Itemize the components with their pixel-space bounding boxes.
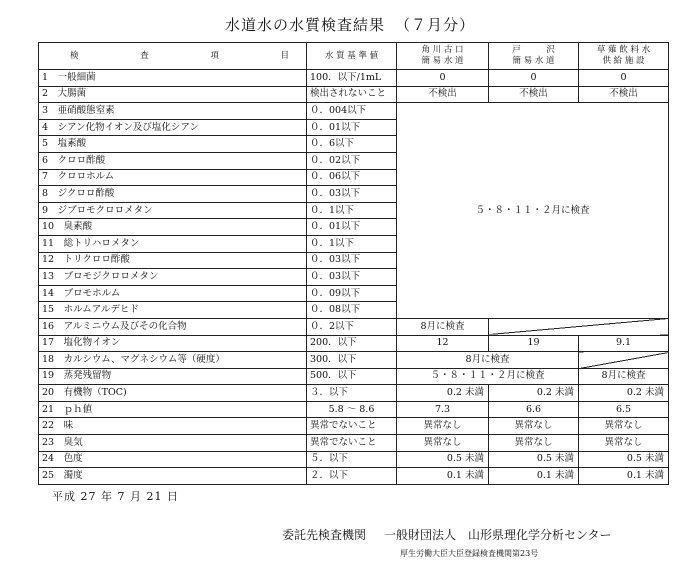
item-cell xyxy=(39,269,307,286)
item-cell xyxy=(39,335,307,352)
item-cell xyxy=(39,285,307,302)
value-cell: 異常なし xyxy=(579,435,669,452)
item-name: シアン化物イオン及び塩化シアン xyxy=(57,121,200,133)
value-cell: 7.3 xyxy=(397,401,489,418)
standard-cell: ０．01以下 xyxy=(307,219,397,236)
item-no: 25 xyxy=(42,470,55,482)
value-cell: 9.1 xyxy=(579,335,669,352)
table-header-row xyxy=(39,43,669,70)
item-name: ブロモホルム xyxy=(63,287,121,299)
item-no: 8 xyxy=(42,187,49,199)
item-name: カルシウム、マグネシウム等（硬度） xyxy=(63,353,225,365)
table-row xyxy=(39,451,669,468)
standard-cell: ０．6以下 xyxy=(307,136,397,153)
item-no: 7 xyxy=(42,171,49,183)
item-cell xyxy=(39,352,307,369)
page-title xyxy=(0,14,700,35)
value-cell: 0.1 未満 xyxy=(489,468,579,485)
item-cell xyxy=(39,252,307,269)
value-cell: 異常なし xyxy=(489,418,579,435)
value-cell: 0 xyxy=(579,70,669,87)
header-loc3 xyxy=(579,43,669,70)
table-row xyxy=(39,418,669,435)
table-row xyxy=(39,335,669,352)
value-cell: 8月に検査 xyxy=(397,318,489,335)
standard-cell: ０．09以下 xyxy=(307,285,397,302)
item-name: 亜硝酸態窒素 xyxy=(57,104,115,116)
item-name: ジブロモクロロメタン xyxy=(57,204,153,216)
value-cell: 0.5 未満 xyxy=(397,451,489,468)
header-loc3-line2: 供 給 施 設 xyxy=(602,56,645,66)
item-no: 1 xyxy=(42,71,49,83)
header-loc1-line1: 角 川 古 口 xyxy=(421,45,464,55)
header-loc2 xyxy=(489,43,579,70)
item-name: アルミニウム及びその化合物 xyxy=(63,320,187,332)
item-no: 6 xyxy=(42,154,49,166)
item-name: 濁度 xyxy=(63,470,83,482)
standard-cell: 500．以下 xyxy=(307,368,397,385)
item-name: 味 xyxy=(63,420,74,432)
value-cell: 不検出 xyxy=(397,86,489,103)
item-no: 14 xyxy=(42,287,55,299)
item-no: 4 xyxy=(42,121,49,133)
standard-cell: ０．004以下 xyxy=(307,103,397,120)
header-standard: 水 質 基 準 値 xyxy=(307,43,397,70)
standard-cell: 異常でないこと xyxy=(307,435,397,452)
standard-cell: ０．03以下 xyxy=(307,269,397,286)
not-applicable-cell xyxy=(489,318,669,335)
item-cell xyxy=(39,368,307,385)
item-cell xyxy=(39,70,307,87)
standard-cell: 5.8 ～ 8.6 xyxy=(307,401,397,418)
header-item-char: 検 xyxy=(70,50,79,61)
item-cell xyxy=(39,318,307,335)
value-cell: 異常なし xyxy=(397,418,489,435)
value-cell: 異常なし xyxy=(579,418,669,435)
item-cell xyxy=(39,202,307,219)
value-cell: 不検出 xyxy=(579,86,669,103)
value-cell: 0.2 未満 xyxy=(579,385,669,402)
header-loc2-line2: 簡 易 水 道 xyxy=(512,56,555,66)
standard-cell: 異常でないこと xyxy=(307,418,397,435)
item-cell xyxy=(39,385,307,402)
table-row xyxy=(39,86,669,103)
standard-cell: ０．1以下 xyxy=(307,235,397,252)
item-name: 一般細菌 xyxy=(57,71,96,83)
standard-cell: ０．06以下 xyxy=(307,169,397,186)
value-cell: 0.5 未満 xyxy=(489,451,579,468)
header-loc2-line1: 戸 沢 xyxy=(512,45,555,55)
item-no: 18 xyxy=(42,353,55,365)
value-cell: 6.6 xyxy=(489,401,579,418)
item-name: ジクロロ酢酸 xyxy=(57,187,115,199)
item-no: 24 xyxy=(42,453,55,465)
item-cell xyxy=(39,136,307,153)
item-name: クロロホルム xyxy=(57,171,115,183)
results-table xyxy=(38,42,669,485)
item-no: 15 xyxy=(42,304,55,316)
item-cell xyxy=(39,103,307,120)
item-name: 大腸菌 xyxy=(57,88,87,100)
header-item xyxy=(39,43,307,70)
value-cell: 0.2 未満 xyxy=(397,385,489,402)
title-text: 水道水の水質検査結果 xyxy=(224,16,385,34)
standard-cell: ０．1以下 xyxy=(307,202,397,219)
item-cell xyxy=(39,169,307,186)
standard-cell: 300．以下 xyxy=(307,352,397,369)
item-no: 10 xyxy=(42,221,55,233)
table-row xyxy=(39,468,669,485)
header-loc1 xyxy=(397,43,489,70)
standard-cell: ５．以下 xyxy=(307,451,397,468)
header-item-char: 査 xyxy=(140,50,149,61)
table-row xyxy=(39,103,669,120)
value-cell: 6.5 xyxy=(579,401,669,418)
standard-cell: ０．03以下 xyxy=(307,186,397,203)
item-name: 塩化物イオン xyxy=(63,337,121,349)
item-no: 13 xyxy=(42,270,55,282)
header-loc3-line1: 草 薙 飲 料 水 xyxy=(596,45,651,55)
value-cell: 8月に検査 xyxy=(579,368,669,385)
item-cell xyxy=(39,119,307,136)
item-no: 2 xyxy=(42,88,49,100)
header-loc1-line2: 簡 易 水 道 xyxy=(421,56,464,66)
value-cell: 異常なし xyxy=(489,435,579,452)
item-name: ブロモジクロロメタン xyxy=(63,270,159,282)
item-name: クロロ酢酸 xyxy=(57,154,106,166)
item-cell xyxy=(39,152,307,169)
standard-cell: ０．01以下 xyxy=(307,119,397,136)
standard-cell: ２．以下 xyxy=(307,468,397,485)
item-name: 臭素酸 xyxy=(63,221,93,233)
item-no: 5 xyxy=(42,138,49,150)
item-no: 9 xyxy=(42,204,49,216)
standard-cell: ０．03以下 xyxy=(307,252,397,269)
item-cell xyxy=(39,435,307,452)
value-cell: 不検出 xyxy=(489,86,579,103)
value-cell: 12 xyxy=(397,335,489,352)
value-cell: 異常なし xyxy=(397,435,489,452)
item-no: 22 xyxy=(42,420,55,432)
value-cell: 0 xyxy=(489,70,579,87)
item-no: 21 xyxy=(42,403,55,415)
value-cell: 8月に検査 xyxy=(397,352,579,369)
standard-cell: 100．以下/1mL xyxy=(307,70,397,87)
item-name: 総トリハロメタン xyxy=(63,237,140,249)
item-no: 16 xyxy=(42,320,55,332)
value-cell: 0.1 未満 xyxy=(579,468,669,485)
item-no: 20 xyxy=(42,387,55,399)
registration-note: 厚生労働大臣大臣登録検査機関第23号 xyxy=(400,549,539,558)
table-row xyxy=(39,368,669,385)
value-cell: 0.2 未満 xyxy=(489,385,579,402)
table-row xyxy=(39,385,669,402)
item-cell xyxy=(39,451,307,468)
item-no: 11 xyxy=(42,237,55,249)
item-name: 塩素酸 xyxy=(57,138,87,150)
value-cell: ５・８・１１・２月に検査 xyxy=(397,368,579,385)
item-name: ｐｈ値 xyxy=(63,403,93,415)
title-month: （７月分） xyxy=(395,16,476,34)
value-cell: 19 xyxy=(489,335,579,352)
standard-cell: 検出されないこと xyxy=(307,86,397,103)
value-cell: 0.5 未満 xyxy=(579,451,669,468)
value-cell: 0.1 未満 xyxy=(397,468,489,485)
item-name: 有機物（TOC) xyxy=(63,387,127,399)
item-cell xyxy=(39,302,307,319)
not-applicable-cell xyxy=(579,352,669,369)
standard-cell: 200．以下 xyxy=(307,335,397,352)
item-name: トリクロロ酢酸 xyxy=(63,254,130,266)
item-name: 蒸発残留物 xyxy=(63,370,112,382)
organization xyxy=(282,526,630,543)
item-cell xyxy=(39,86,307,103)
merged-schedule-cell: ５・８・１１・２月に検査 xyxy=(397,103,669,319)
standard-cell: ０．2以下 xyxy=(307,318,397,335)
item-cell xyxy=(39,235,307,252)
item-no: 12 xyxy=(42,254,55,266)
report-date: 平成 27 年 7 月 21 日 xyxy=(52,490,179,503)
table-row xyxy=(39,352,669,369)
value-cell: 0 xyxy=(397,70,489,87)
organization-name: 一般財団法人 山形県理化学分析センター xyxy=(384,528,612,542)
table-row xyxy=(39,70,669,87)
item-cell xyxy=(39,219,307,236)
item-cell xyxy=(39,468,307,485)
item-cell xyxy=(39,186,307,203)
table-row xyxy=(39,401,669,418)
standard-cell: ０．02以下 xyxy=(307,152,397,169)
item-cell xyxy=(39,418,307,435)
standard-cell: ３．以下 xyxy=(307,385,397,402)
organization-label: 委託先検査機関 xyxy=(282,528,367,542)
header-item-char: 項 xyxy=(210,50,219,61)
item-no: 3 xyxy=(42,104,49,116)
item-name: 色度 xyxy=(63,453,83,465)
standard-cell: ０．08以下 xyxy=(307,302,397,319)
table-row xyxy=(39,435,669,452)
item-name: 臭気 xyxy=(63,436,83,448)
item-name: ホルムアルデヒド xyxy=(63,304,139,316)
item-cell xyxy=(39,401,307,418)
item-no: 19 xyxy=(42,370,55,382)
item-no: 23 xyxy=(42,436,55,448)
item-no: 17 xyxy=(42,337,55,349)
header-item-char: 目 xyxy=(280,50,289,61)
table-row xyxy=(39,318,669,335)
